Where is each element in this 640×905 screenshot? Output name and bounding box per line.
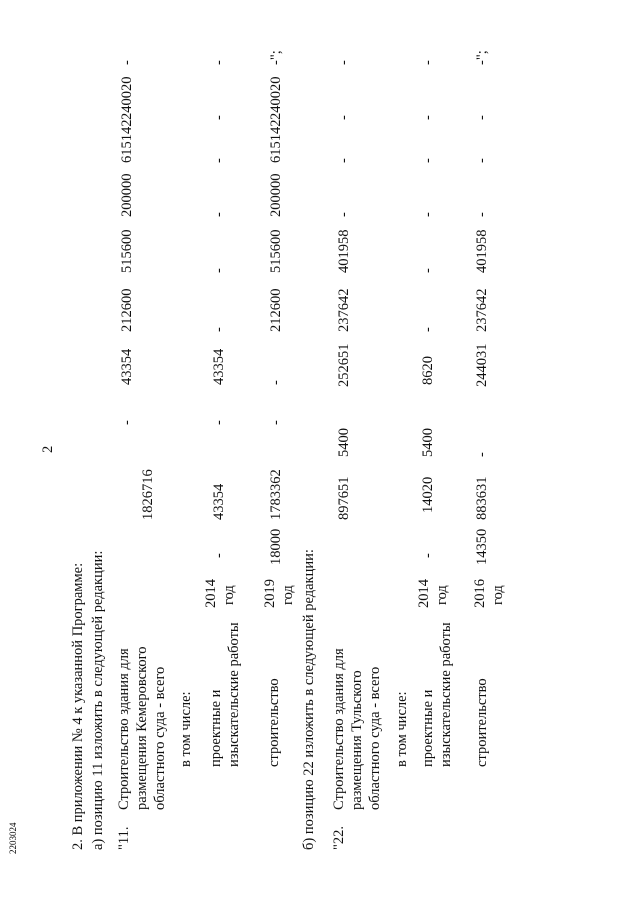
section-a-row2-year: 2019: [262, 579, 278, 608]
section-b-incl: в том числе:: [394, 691, 410, 767]
value-cell: 5400: [336, 428, 352, 457]
section-b-row1-year: 2014: [416, 579, 432, 608]
value-cell: 5400: [420, 428, 436, 457]
value-cell: -: [420, 268, 436, 273]
value-cell: 252651: [336, 343, 352, 387]
value-cell: 200000: [119, 173, 135, 217]
value-cell: 240020: [119, 76, 135, 120]
value-cell: 237642: [336, 288, 352, 332]
section-b-row1-label-2: изыскательские работы: [438, 622, 454, 767]
value-cell: -: [119, 420, 135, 425]
section-a-row1-label-2: изыскательские работы: [226, 622, 242, 767]
value-cell: 401958: [474, 229, 490, 273]
value-cell: -: [336, 158, 352, 163]
value-cell: -: [268, 420, 284, 425]
value-cell: 8620: [420, 356, 436, 385]
value-cell: -: [336, 212, 352, 217]
value-cell: 18000: [268, 528, 284, 565]
section-b-title-1: Строительство здания для: [331, 648, 347, 810]
value-cell: 1783362: [268, 469, 284, 520]
section-a-row2-label: строительство: [266, 678, 282, 767]
value-cell: 515600: [119, 229, 135, 273]
section-b-row2-label: строительство: [474, 678, 490, 767]
value-cell: 212600: [119, 288, 135, 332]
value-cell: 200000: [268, 173, 284, 217]
value-cell: 14350: [474, 528, 490, 565]
section-b-intro: б) позицию 22 изложить в следующей редакции:: [301, 549, 317, 850]
value-cell: -: [474, 212, 490, 217]
value-cell: -: [420, 212, 436, 217]
value-cell: -: [420, 327, 436, 332]
value-cell: -: [420, 158, 436, 163]
value-cell: 615142: [119, 119, 135, 163]
value-cell: -: [211, 553, 227, 558]
value-cell: 43354: [211, 483, 227, 520]
value-cell: 237642: [474, 288, 490, 332]
section-a-row1-label-1: проектные и: [208, 689, 224, 767]
value-cell: -: [268, 380, 284, 385]
value-cell: -: [211, 420, 227, 425]
value-cell: -: [474, 452, 490, 457]
value-cell: 897651: [336, 476, 352, 520]
section-a-row1-year-unit: год: [221, 585, 237, 605]
value-cell: -: [211, 268, 227, 273]
section-a-title-3: областного суда - всего: [152, 666, 168, 810]
value-cell: 515600: [268, 229, 284, 273]
section-a-total-first: 1826716: [140, 469, 156, 520]
section-a-row2-year-unit: год: [280, 585, 296, 605]
page-number: 2: [40, 445, 56, 453]
value-cell: 14020: [420, 476, 436, 513]
value-cell: -: [420, 115, 436, 120]
value-cell: 244031: [474, 343, 490, 387]
value-cell: 43354: [211, 348, 227, 385]
section-b-row1-label-1: проектные и: [420, 689, 436, 767]
section-b-title-3: областного суда - всего: [367, 666, 383, 810]
section-b-row1-year-unit: год: [434, 585, 450, 605]
value-cell: 43354: [119, 348, 135, 385]
value-cell: -";: [474, 50, 490, 65]
value-cell: -: [474, 115, 490, 120]
section-b-title-2: размещения Тульского: [349, 670, 365, 810]
value-cell: -";: [268, 50, 284, 65]
section-b-number: "22.: [331, 825, 347, 850]
value-cell: -: [211, 60, 227, 65]
value-cell: 883631: [474, 476, 490, 520]
section-a-intro: а) позицию 11 изложить в следующей редакции:: [90, 550, 106, 850]
value-cell: 240020: [268, 76, 284, 120]
value-cell: -: [211, 115, 227, 120]
value-cell: -: [119, 60, 135, 65]
value-cell: -: [211, 212, 227, 217]
section-a-title-1: Строительство здания для: [116, 648, 132, 810]
value-cell: 401958: [336, 229, 352, 273]
section-a-incl: в том числе:: [178, 691, 194, 767]
value-cell: -: [211, 158, 227, 163]
value-cell: -: [420, 60, 436, 65]
value-cell: -: [336, 60, 352, 65]
value-cell: 212600: [268, 288, 284, 332]
value-cell: 615142: [268, 119, 284, 163]
section-b-row2-year: 2016: [472, 579, 488, 608]
value-cell: -: [211, 327, 227, 332]
section-b-row2-year-unit: год: [490, 585, 506, 605]
doc-code: 2203024: [8, 822, 18, 854]
section-a-row1-year: 2014: [203, 579, 219, 608]
intro-text: 2. В приложении № 4 к указанной Программе:: [70, 562, 86, 850]
section-a-number: "11.: [116, 826, 132, 850]
value-cell: -: [474, 158, 490, 163]
value-cell: -: [420, 553, 436, 558]
value-cell: -: [336, 115, 352, 120]
section-a-title-2: размещения Кемеровского: [134, 646, 150, 810]
